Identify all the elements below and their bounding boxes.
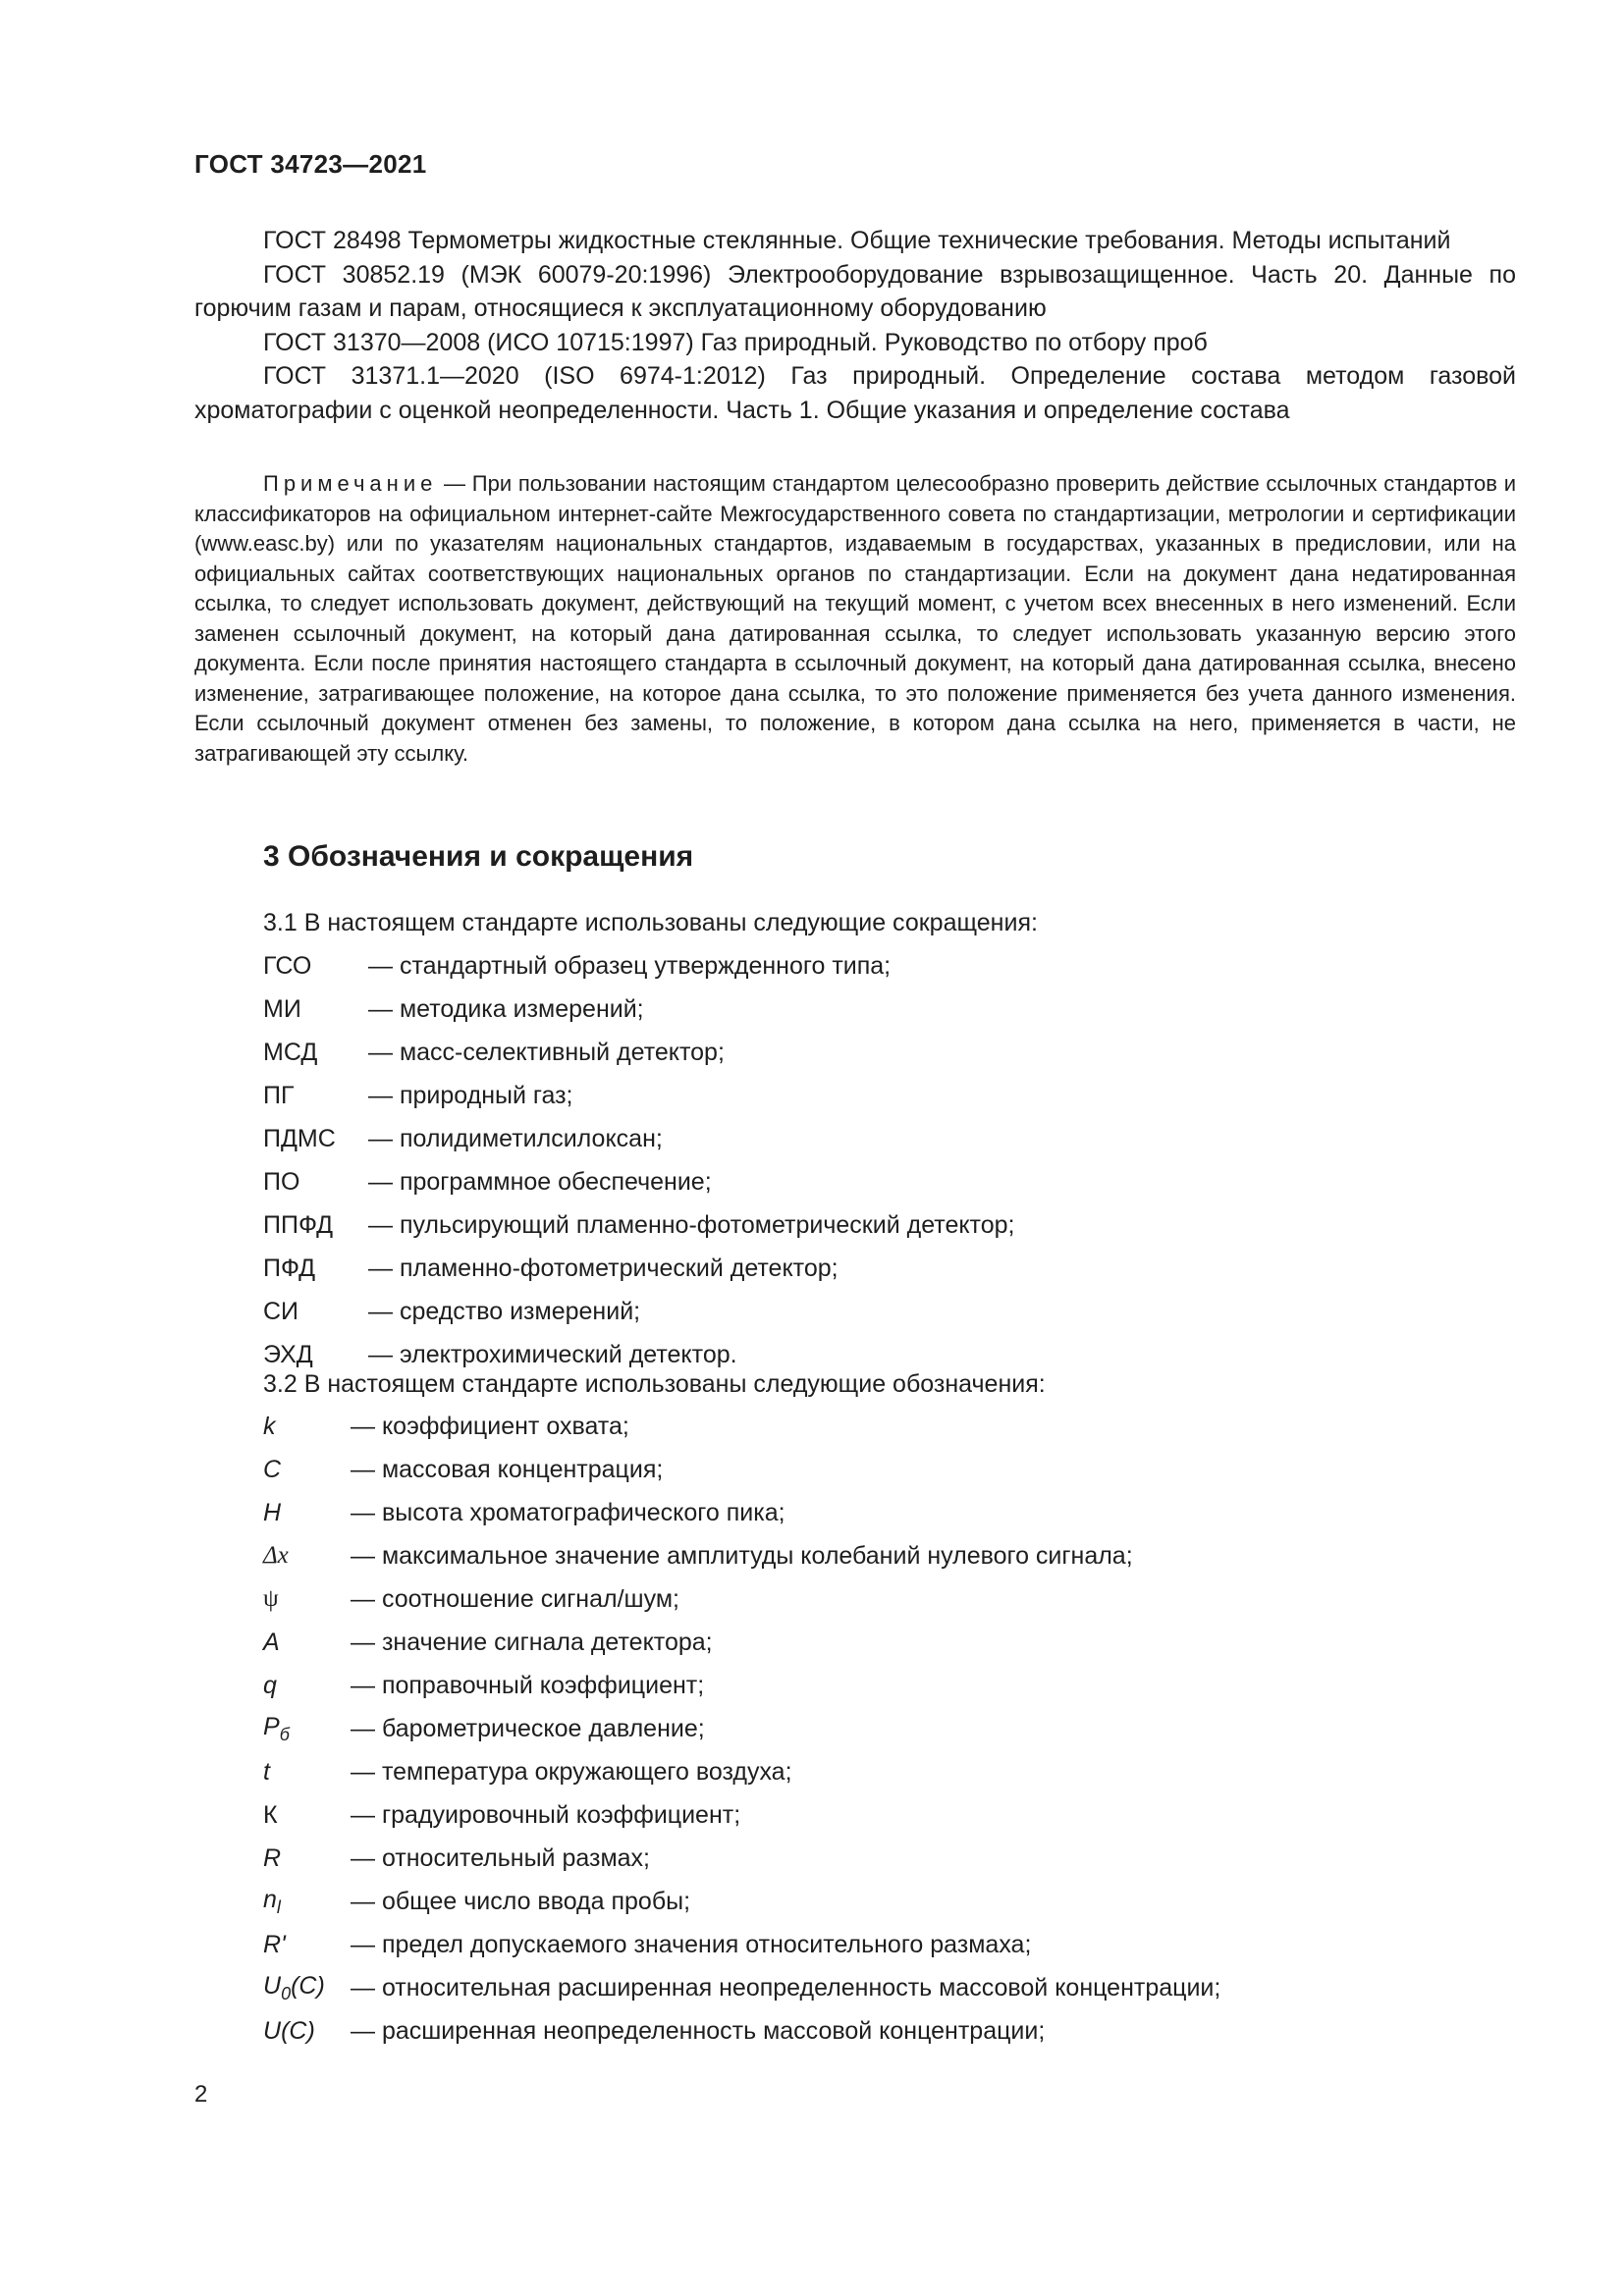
abbreviation-row [263, 1160, 1014, 1203]
symbol-desc: — предел допускаемого значения относительного размаха; [351, 1930, 1032, 1958]
abbreviations-list [263, 944, 1014, 1376]
document-header: ГОСТ 34723—2021 [194, 149, 427, 179]
symbol-term: k [263, 1412, 276, 1440]
abbreviation-term: ПДМС [263, 1124, 336, 1152]
symbol-row [263, 2009, 1220, 2053]
symbol-term: A [263, 1628, 280, 1656]
symbol-desc: — барометрическое давление; [351, 1714, 705, 1742]
abbreviation-term: ППФД [263, 1210, 334, 1239]
abbreviation-row [263, 1074, 1014, 1117]
reference-item: ГОСТ 31370—2008 (ИСО 10715:1997) Газ природный. Руководство по отбору проб [263, 328, 1208, 356]
symbol-term: t [263, 1757, 270, 1786]
note-paragraph [194, 469, 1516, 769]
abbreviation-row [263, 1290, 1014, 1333]
symbol-desc: — массовая концентрация; [351, 1455, 664, 1483]
abbreviation-desc: — масс-селективный детектор; [368, 1038, 725, 1066]
abbreviation-desc: — электрохимический детектор. [368, 1340, 737, 1368]
abbreviation-desc: — пламенно-фотометрический детектор; [368, 1254, 839, 1282]
symbol-row [263, 1621, 1220, 1664]
abbreviation-term: ГСО [263, 951, 312, 980]
symbol-term: q [263, 1671, 277, 1699]
symbol-row [263, 1664, 1220, 1707]
abbreviation-desc: — природный газ; [368, 1081, 573, 1109]
abbreviation-desc: — полидиметилсилоксан; [368, 1124, 663, 1152]
symbol-term: C [263, 1455, 282, 1483]
symbol-desc: — относительный размах; [351, 1843, 650, 1872]
section-title: 3 Обозначения и сокращения [263, 840, 694, 873]
abbreviation-row [263, 944, 1014, 988]
symbol-desc: — соотношение сигнал/шум; [351, 1584, 679, 1613]
symbol-desc: — значение сигнала детектора; [351, 1628, 713, 1656]
symbol-row [263, 1923, 1220, 1966]
symbols-list [263, 1405, 1220, 2053]
symbol-subscript: l [276, 1896, 281, 1917]
symbol-row [263, 1880, 1220, 1923]
note-text: — При пользовании настоящим стандартом целесообразно проверить действие ссылочных стандартов и классификаторов на официальном интернет-сайте Межгосударственного совета по стандартизации, метрологии и сертификации (www.easc.by) или по указателям национальных стандартов, издаваемым в государствах, указанных в предисловии, или на официальных сайтах соответствующих национальных органов по стандартизации. Если на документ дана недатированная ссылка, то следует использовать документ, действующий на текущий момент, с учетом всех внесенных в него изменений. Если заменен ссылочный документ, на который дана датированная ссылка, то следует использовать указанную версию этого документа. Если после принятия настоящего стандарта в ссылочный документ, на который дана датированная ссылка, внесено изменение, затрагивающее положение, на которое дана ссылка, то это положение применяется без учета данного изменения. Если ссылочный документ отменен без замены, то положение, в котором дана ссылка на него, применяется в части, не затрагивающей эту ссылку. [194, 471, 1516, 766]
symbol-term: $U_0(C)$ [263, 1971, 325, 2003]
abbreviation-desc: — программное обеспечение; [368, 1167, 712, 1196]
abbreviation-term: МИ [263, 994, 301, 1023]
symbol-row [263, 1405, 1220, 1448]
symbol-row [263, 1491, 1220, 1534]
abbreviation-desc: — средство измерений; [368, 1297, 641, 1325]
symbol-row [263, 1837, 1220, 1880]
note-label: Примечание [263, 471, 438, 496]
symbol-row [263, 1577, 1220, 1621]
abbreviation-term: ЭХД [263, 1340, 313, 1368]
abbreviation-row [263, 1031, 1014, 1074]
symbol-term: Δx [263, 1542, 289, 1569]
symbol-desc: — общее число ввода пробы; [351, 1887, 691, 1915]
reference-item: ГОСТ 28498 Термометры жидкостные стеклянные. Общие технические требования. Методы испытаний [263, 227, 1451, 254]
symbol-row [263, 1793, 1220, 1837]
abbreviation-term: ПФД [263, 1254, 316, 1282]
abbreviation-row [263, 1203, 1014, 1247]
symbol-desc: — относительная расширенная неопределенность массовой концентрации; [351, 1973, 1221, 2002]
symbol-term: R [263, 1843, 282, 1872]
symbol-desc: — поправочный коэффициент; [351, 1671, 705, 1699]
symbol-term: R' [263, 1930, 286, 1958]
symbol-row [263, 1534, 1220, 1577]
symbol-term: К [263, 1800, 278, 1829]
abbreviation-term: СИ [263, 1297, 299, 1325]
symbol-row [263, 1707, 1220, 1750]
symbol-row [263, 1750, 1220, 1793]
abbreviation-row [263, 1247, 1014, 1290]
symbol-subscript: 0 [281, 1983, 292, 2003]
reference-item: ГОСТ 30852.19 (МЭК 60079-20:1996) Электрооборудование взрывозащищенное. Часть 20. Данные по горючим газам и парам, относящиеся к эксплуатационному оборудованию [194, 260, 1516, 322]
symbol-term: ψ [263, 1585, 279, 1612]
symbol-desc: — градуировочный коэффициент; [351, 1800, 741, 1829]
reference-item: ГОСТ 31371.1—2020 (ISO 6974-1:2012) Газ природный. Определение состава методом газовой хроматографии с оценкой неопределенности. Часть 1. Общие указания и определение состава [194, 362, 1516, 424]
references-list [194, 224, 1516, 427]
abbreviation-term: ПГ [263, 1081, 295, 1109]
symbol-subscript: б [279, 1724, 290, 1744]
symbol-term: $n_l$ [263, 1885, 281, 1917]
symbol-term: $P_б$ [263, 1712, 290, 1744]
abbreviation-term: ПО [263, 1167, 300, 1196]
abbreviation-desc: — пульсирующий пламенно-фотометрический детектор; [368, 1210, 1015, 1239]
symbol-desc: — температура окружающего воздуха; [351, 1757, 792, 1786]
abbreviation-row [263, 988, 1014, 1031]
symbols-intro: 3.2 В настоящем стандарте использованы следующие обозначения: [263, 1370, 1046, 1398]
abbreviations-intro: 3.1 В настоящем стандарте использованы следующие сокращения: [263, 909, 1038, 936]
symbol-row [263, 1448, 1220, 1491]
abbreviation-row [263, 1117, 1014, 1160]
abbreviation-desc: — методика измерений; [368, 994, 644, 1023]
symbol-desc: — коэффициент охвата; [351, 1412, 629, 1440]
abbreviation-term: МСД [263, 1038, 318, 1066]
symbol-desc: — максимальное значение амплитуды колебаний нулевого сигнала; [351, 1541, 1133, 1570]
symbol-term: H [263, 1498, 282, 1526]
page-number: 2 [194, 2081, 208, 2108]
symbol-row [263, 1966, 1220, 2009]
symbol-term: U(C) [263, 2016, 315, 2045]
abbreviation-desc: — стандартный образец утвержденного типа; [368, 951, 892, 980]
symbol-desc: — высота хроматографического пика; [351, 1498, 785, 1526]
symbol-desc: — расширенная неопределенность массовой концентрации; [351, 2016, 1046, 2045]
